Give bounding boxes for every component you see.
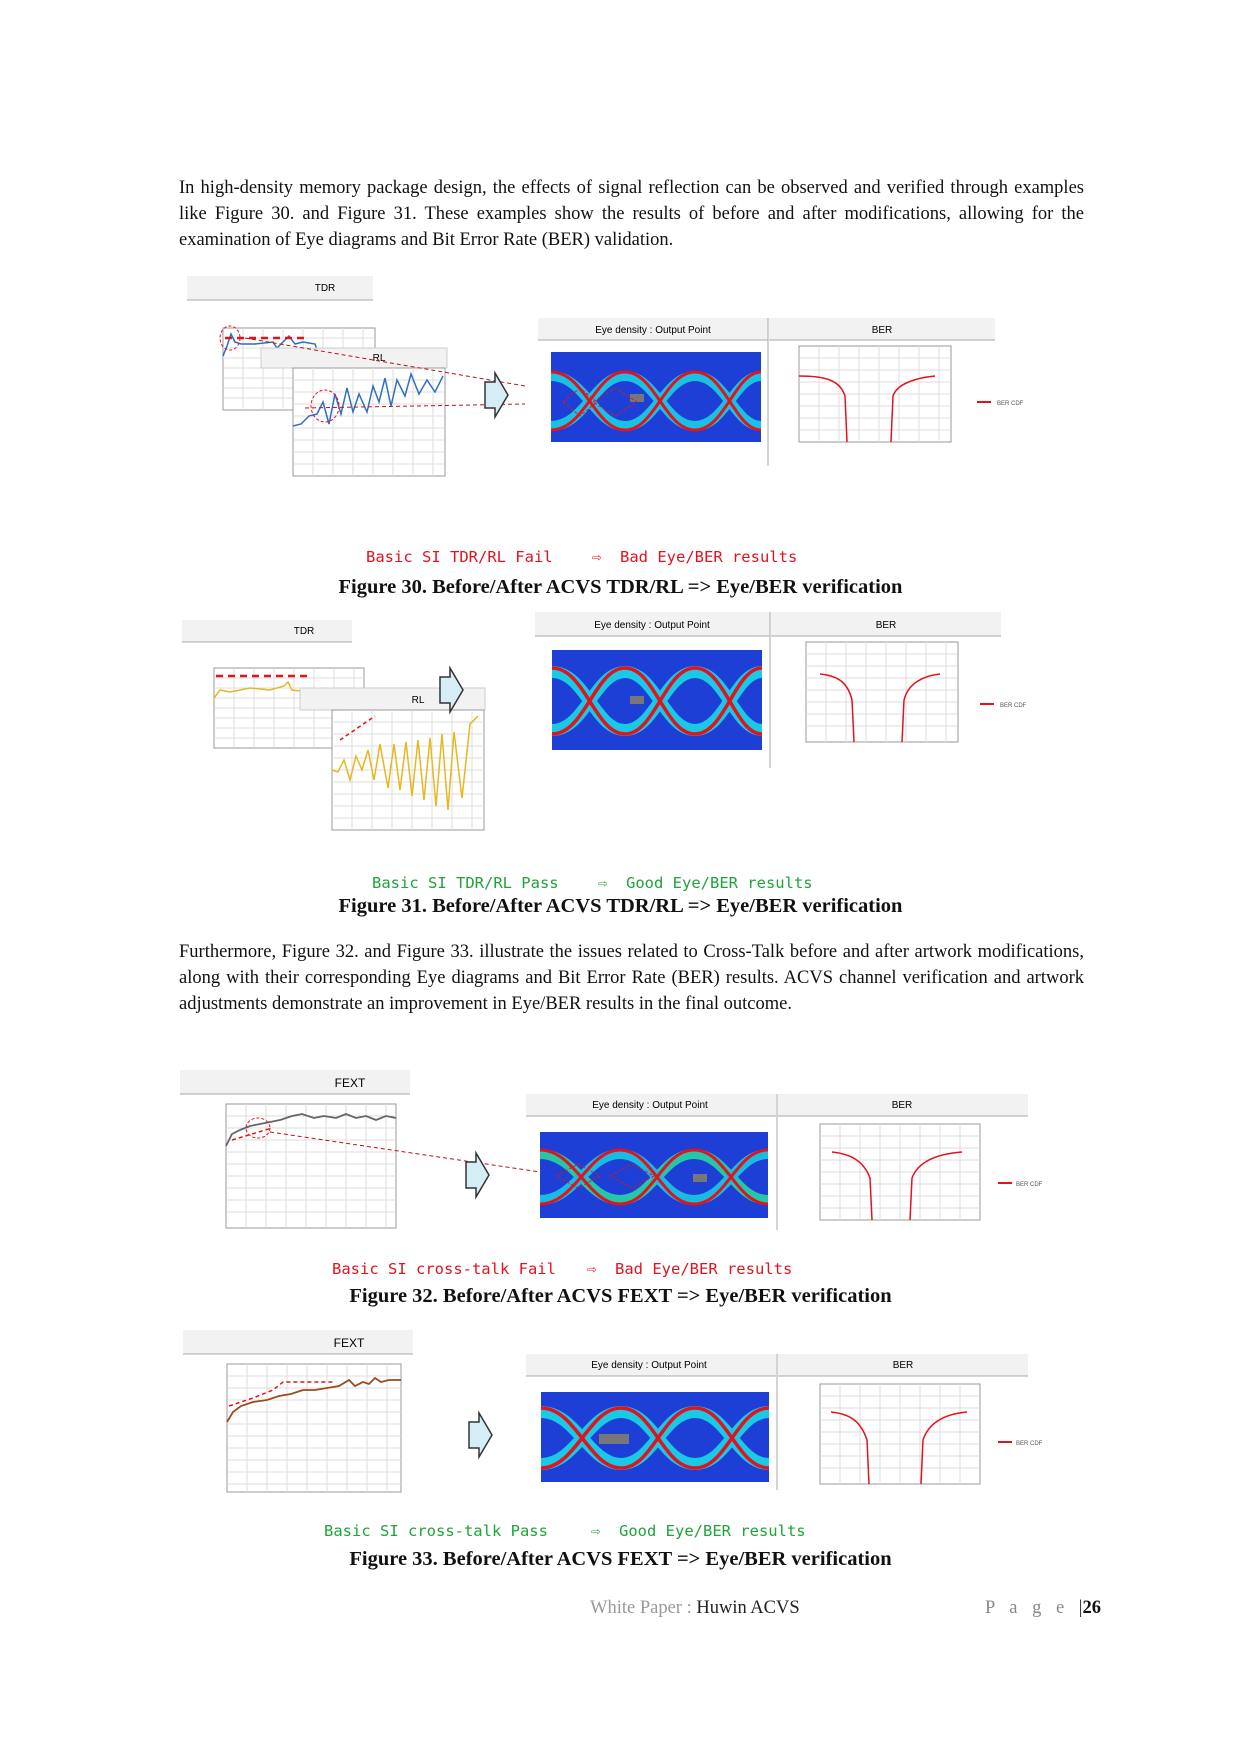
arrow-right-icon bbox=[469, 1413, 492, 1457]
page-label: P a g e bbox=[985, 1598, 1070, 1618]
arrow-right-icon bbox=[466, 1153, 489, 1197]
eye-diagram-plot bbox=[526, 1354, 777, 1490]
eye-diagram-plot bbox=[526, 1094, 777, 1230]
fext-plot bbox=[180, 1070, 410, 1228]
figure-30-image bbox=[185, 276, 1065, 536]
page-number: 26 bbox=[1082, 1598, 1101, 1618]
figure-33-result: ⇨ Good Eye/BER results bbox=[591, 1522, 806, 1540]
ber-title: BER bbox=[891, 1100, 913, 1111]
ber-plot bbox=[778, 1354, 1043, 1484]
eye-diagram-plot bbox=[538, 318, 768, 466]
eye-title: Eye density : Output Point bbox=[591, 1360, 707, 1371]
intro-paragraph: In high-density memory package design, the effects of signal reflection can be observed and verified through examples like Figure 30. and Figure 31. These examples show the results of before and after modifications, allowing for the examination of Eye diagrams and Bit Error Rate (BER) validation. bbox=[179, 178, 1084, 250]
figure-30-graphic bbox=[185, 276, 1065, 536]
figure-32-image bbox=[180, 1070, 1060, 1260]
figure-31-result: ⇨ Good Eye/BER results bbox=[598, 874, 813, 892]
ber-plot bbox=[778, 1094, 1043, 1220]
ber-plot bbox=[769, 318, 1024, 442]
footer-label: White Paper : bbox=[590, 1598, 697, 1618]
figure-31-image bbox=[180, 620, 1060, 875]
eye-title: Eye density : Output Point bbox=[595, 325, 711, 336]
ber-legend: BER CDF bbox=[1016, 1182, 1043, 1188]
figure-30-caption: Figure 30. Before/After ACVS TDR/RL => Eye/BER verification bbox=[338, 576, 903, 598]
figure-32-graphic bbox=[180, 1070, 1060, 1260]
rl-title: RL bbox=[372, 353, 386, 364]
tdr-title: TDR bbox=[293, 626, 315, 637]
ber-legend: BER CDF bbox=[1000, 703, 1027, 709]
eye-title: Eye density : Output Point bbox=[594, 620, 710, 631]
page-separator: | bbox=[1078, 1598, 1083, 1618]
rl-plot bbox=[261, 348, 447, 476]
figure-33-status: Basic SI cross-talk Pass bbox=[324, 1522, 548, 1540]
ber-title: BER bbox=[892, 1360, 914, 1371]
figure-32-status: Basic SI cross-talk Fail bbox=[332, 1260, 556, 1278]
figure-31-status: Basic SI TDR/RL Pass bbox=[372, 874, 559, 892]
figure-30-result: ⇨ Bad Eye/BER results bbox=[592, 548, 798, 566]
ber-title: BER bbox=[871, 325, 893, 336]
footer-brand: Huwin ACVS bbox=[696, 1598, 800, 1618]
middle-paragraph: Furthermore, Figure 32. and Figure 33. illustrate the issues related to Cross-Talk before and after artwork modifications, along with their corresponding Eye diagrams and Bit Error Rate (BER) results. ACVS channel verification and artwork adjustments demonstrate an improvement in Eye/BER results in the final outcome. bbox=[179, 942, 1084, 1014]
ber-title: BER bbox=[875, 620, 897, 631]
ber-legend: BER CDF bbox=[1016, 1441, 1043, 1447]
figure-33-caption: Figure 33. Before/After ACVS FEXT => Eye/BER verification bbox=[349, 1548, 892, 1570]
eye-title: Eye density : Output Point bbox=[592, 1100, 708, 1111]
page-indicator bbox=[985, 1598, 1101, 1619]
eye-diagram-plot bbox=[535, 612, 770, 768]
fext-plot bbox=[183, 1330, 413, 1492]
ber-plot bbox=[771, 612, 1027, 742]
figure-31-graphic bbox=[180, 620, 1060, 875]
fext-title: FEXT bbox=[333, 1336, 365, 1350]
tdr-title: TDR bbox=[314, 283, 336, 294]
figure-33-image bbox=[183, 1330, 1063, 1520]
ber-legend: BER CDF bbox=[997, 401, 1024, 407]
figure-32-caption: Figure 32. Before/After ACVS FEXT => Eye/BER verification bbox=[349, 1285, 892, 1307]
footer-title bbox=[590, 1598, 800, 1619]
figure-31-caption: Figure 31. Before/After ACVS TDR/RL => Eye/BER verification bbox=[338, 895, 903, 917]
figure-32-result: ⇨ Bad Eye/BER results bbox=[587, 1260, 793, 1278]
fext-title: FEXT bbox=[334, 1076, 366, 1090]
rl-title: RL bbox=[411, 695, 425, 706]
figure-30-status: Basic SI TDR/RL Fail bbox=[366, 548, 553, 566]
rl-plot bbox=[300, 688, 485, 830]
figure-33-graphic bbox=[183, 1330, 1063, 1520]
